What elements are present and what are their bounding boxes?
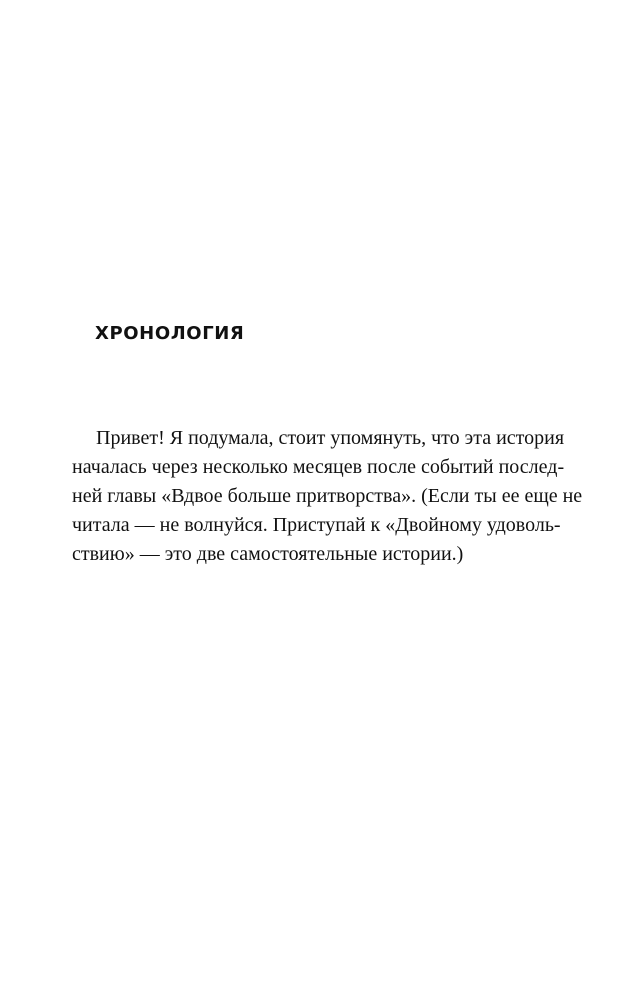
chapter-title: ХРОНОЛОГИЯ xyxy=(95,323,245,344)
paragraph-line: читала — не волнуйся. Приступай к «Двойному удоволь- xyxy=(72,514,561,536)
paragraph-line: Привет! Я подумала, стоит упомянуть, что эта история xyxy=(96,427,565,449)
paragraph-line: ней главы «Вдвое больше притворства». (Если ты ее еще не xyxy=(72,485,583,507)
paragraph-line: ствию» — это две самостоятельные истории.) xyxy=(72,543,464,565)
body-paragraph xyxy=(72,424,583,569)
paragraph-line: началась через несколько месяцев после событий послед- xyxy=(72,456,565,478)
